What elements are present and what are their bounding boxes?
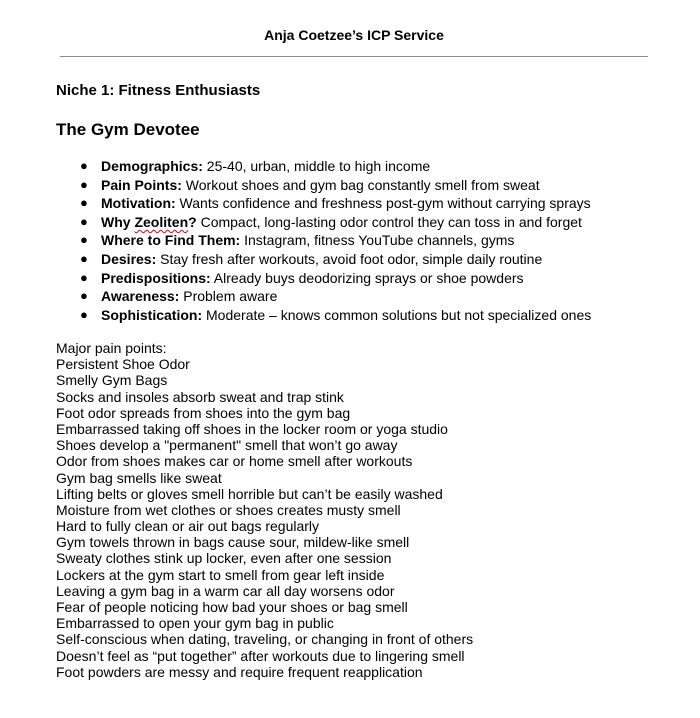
bullet-icon: ● xyxy=(80,288,88,304)
bullet-icon: ● xyxy=(80,213,88,229)
spellcheck-flagged-word[interactable]: Zeoliten xyxy=(134,213,189,230)
pain-point-item: Persistent Shoe Odor xyxy=(56,356,190,373)
pain-point-item: Doesn’t feel as “put together” after workouts due to lingering smell xyxy=(56,647,465,664)
pain-points-section xyxy=(56,340,473,680)
pain-point-item: Lifting belts or gloves smell horrible but can’t be easily washed xyxy=(56,485,443,502)
title-divider xyxy=(60,56,648,57)
pain-point-item: Moisture from wet clothes or shoes creates musty smell xyxy=(56,501,401,518)
attribute-label: Predispositions: xyxy=(101,269,211,286)
bullet-icon: ● xyxy=(80,306,88,322)
document-title: Anja Coetzee’s ICP Service xyxy=(264,27,444,43)
pain-point-item: Embarrassed taking off shoes in the locker room or yoga studio xyxy=(56,420,448,437)
attribute-label xyxy=(101,214,197,230)
attribute-value: Instagram, fitness YouTube channels, gyms xyxy=(240,232,515,249)
pain-point-item: Leaving a gym bag in a warm car all day worsens odor xyxy=(56,582,395,599)
attribute-label: Demographics: xyxy=(101,158,203,174)
attribute-value: Moderate – knows common solutions but not specialized ones xyxy=(202,306,592,323)
attribute-label: Where to Find Them: xyxy=(101,232,241,249)
attribute-label: Pain Points: xyxy=(101,176,182,193)
pain-point-item: Smelly Gym Bags xyxy=(56,372,168,389)
bullet-icon: ● xyxy=(80,195,88,211)
bullet-icon: ● xyxy=(80,269,88,285)
attribute-label-suffix: ? xyxy=(188,213,197,230)
bullet-icon: ● xyxy=(80,176,88,192)
persona-heading: The Gym Devotee xyxy=(56,120,200,139)
pain-point-item: Foot odor spreads from shoes into the gym bag xyxy=(56,404,351,421)
pain-points-intro: Major pain points: xyxy=(56,340,167,356)
pain-point-item: Self-conscious when dating, traveling, or changing in front of others xyxy=(56,631,474,648)
bullet-icon: ● xyxy=(80,158,88,173)
attribute-label-prefix: Why xyxy=(101,213,135,230)
attribute-label: Awareness: xyxy=(101,288,180,305)
attribute-value: 25-40, urban, middle to high income xyxy=(202,158,431,174)
pain-point-item: Hard to fully clean or air out bags regularly xyxy=(56,518,320,535)
attribute-value: Compact, long-lasting odor control they can toss in and forget xyxy=(196,213,582,230)
pain-point-item: Sweaty clothes stink up locker, even after one session xyxy=(56,550,392,567)
pain-point-item: Gym bag smells like sweat xyxy=(56,469,222,486)
attribute-label: Sophistication: xyxy=(101,306,203,323)
pain-point-item: Embarrassed to open your gym bag in public xyxy=(56,615,334,632)
attribute-label: Desires: xyxy=(101,250,157,267)
attribute-value: Stay fresh after workouts, avoid foot odor, simple daily routine xyxy=(156,250,543,267)
attribute-value: Wants confidence and freshness post-gym without carrying sprays xyxy=(175,195,591,212)
pain-point-item: Shoes develop a "permanent" smell that won’t go away xyxy=(56,437,398,454)
pain-point-item: Fear of people noticing how bad your shoes or bag smell xyxy=(56,599,408,615)
niche-heading: Niche 1: Fitness Enthusiasts xyxy=(56,82,261,99)
pain-points-list xyxy=(56,356,473,680)
pain-point-item: Lockers at the gym start to smell from gear left inside xyxy=(56,566,385,583)
attribute-value: Workout shoes and gym bag constantly smell from sweat xyxy=(181,176,540,193)
attribute-label: Motivation: xyxy=(101,195,176,212)
pain-point-item: Foot powders are messy and require frequent reapplication xyxy=(56,663,423,680)
bullet-icon: ● xyxy=(80,250,88,266)
bullet-icon: ● xyxy=(80,232,88,248)
pain-point-item: Odor from shoes makes car or home smell after workouts xyxy=(56,453,413,470)
pain-point-item: Socks and insoles absorb sweat and trap stink xyxy=(56,388,344,405)
attribute-value: Already buys deodorizing sprays or shoe powders xyxy=(210,269,524,286)
attribute-value: Problem aware xyxy=(179,288,278,305)
pain-point-item: Gym towels thrown in bags cause sour, mildew-like smell xyxy=(56,534,410,551)
